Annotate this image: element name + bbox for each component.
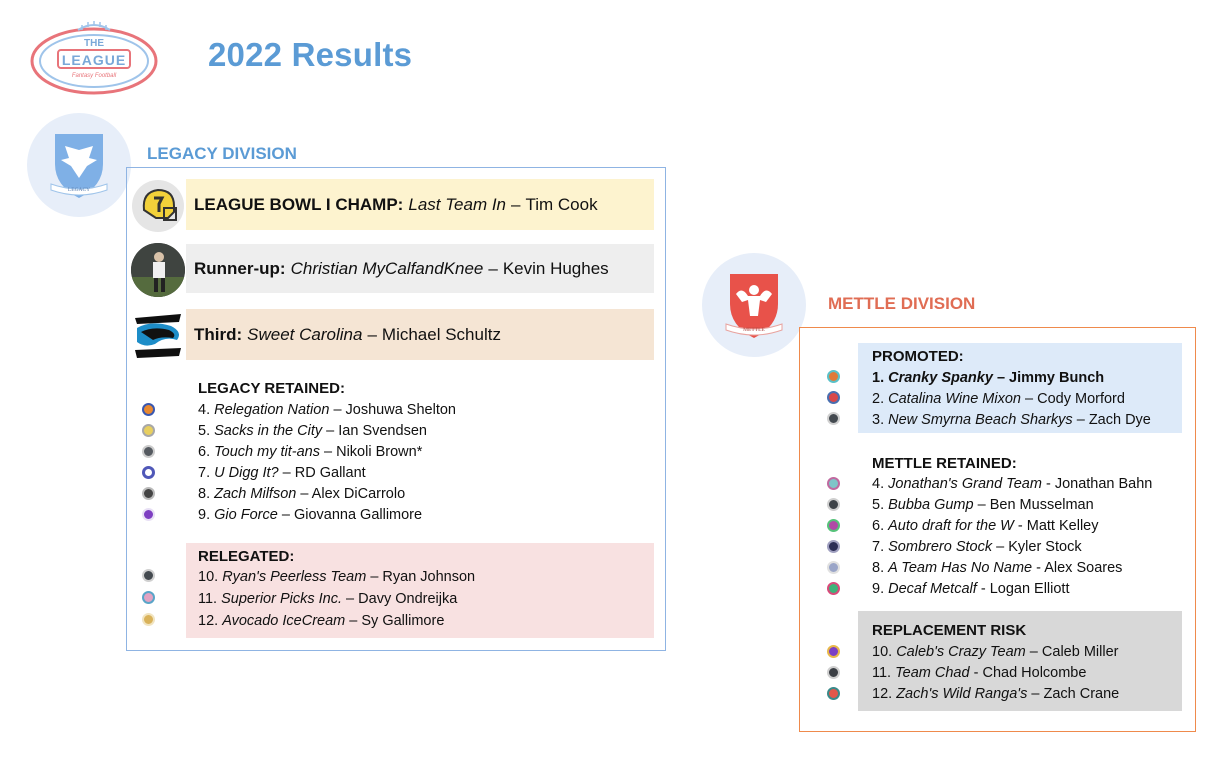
legacy-badge bbox=[27, 113, 131, 217]
runner-up-team: Christian MyCalfandKnee bbox=[290, 258, 484, 278]
owner-name: Kyler Stock bbox=[1008, 539, 1082, 555]
team-helmet-icon bbox=[827, 687, 840, 700]
team-helmet-icon bbox=[827, 370, 840, 383]
owner-name: Cody Morford bbox=[1037, 391, 1125, 407]
separator: - bbox=[1045, 476, 1051, 492]
logo-line1: THE bbox=[84, 38, 104, 49]
owner-name: Jimmy Bunch bbox=[1009, 370, 1105, 386]
champion-panel bbox=[186, 179, 654, 230]
separator: – bbox=[300, 486, 309, 502]
legacy-division-title: LEGACY DIVISION bbox=[147, 144, 297, 163]
owner-name: Chad Holcombe bbox=[982, 665, 1087, 681]
owner-name: Giovanna Gallimore bbox=[293, 507, 423, 523]
rank-number: 11. bbox=[872, 665, 892, 681]
team-helmet-icon bbox=[142, 403, 155, 416]
relegated-heading: RELEGATED: bbox=[198, 548, 295, 565]
team-name: Bubba Gump bbox=[888, 497, 974, 513]
list-item bbox=[198, 569, 475, 585]
list-item bbox=[872, 560, 1122, 576]
logo-line2: LEAGUE bbox=[61, 52, 127, 68]
separator: – bbox=[977, 497, 986, 513]
team-helmet-icon bbox=[142, 591, 155, 604]
list-item bbox=[872, 581, 1070, 597]
rank-number: 9. bbox=[198, 507, 211, 523]
list-item bbox=[872, 665, 1086, 681]
owner-name: Ben Musselman bbox=[989, 497, 1094, 513]
rank-number: 3. bbox=[872, 412, 885, 428]
team-helmet-icon bbox=[827, 561, 840, 574]
third-label: Third: bbox=[194, 324, 243, 344]
rank-number: 11. bbox=[198, 591, 218, 607]
separator: – bbox=[1031, 686, 1040, 702]
team-helmet-icon bbox=[827, 582, 840, 595]
team-name: Touch my tit-ans bbox=[214, 444, 320, 460]
list-item bbox=[872, 539, 1082, 555]
separator: – bbox=[370, 569, 379, 585]
team-name: Avocado IceCream bbox=[222, 613, 346, 629]
owner-name: Caleb Miller bbox=[1041, 644, 1119, 660]
separator: – bbox=[326, 423, 335, 439]
rank-number: 9. bbox=[872, 581, 885, 597]
owner-name: Nikoli Brown* bbox=[336, 444, 423, 460]
legacy-retained-heading: LEGACY RETAINED: bbox=[198, 380, 345, 397]
rank-number: 12. bbox=[872, 686, 893, 702]
owner-name: Joshuwa Shelton bbox=[345, 402, 456, 418]
list-item bbox=[872, 476, 1152, 492]
owner-name: Logan Elliott bbox=[989, 581, 1070, 597]
separator: – bbox=[282, 465, 291, 481]
separator: - bbox=[1036, 560, 1041, 576]
runner-up-panel bbox=[186, 244, 654, 293]
separator: – bbox=[996, 539, 1005, 555]
owner-name: RD Gallant bbox=[294, 465, 366, 481]
list-item bbox=[872, 644, 1118, 660]
runner-up-owner: Kevin Hughes bbox=[502, 258, 609, 278]
separator: – bbox=[1025, 391, 1034, 407]
panther-logo-icon bbox=[131, 310, 185, 360]
rank-number: 10. bbox=[872, 644, 893, 660]
third-team: Sweet Carolina bbox=[247, 324, 363, 344]
team-name: Cranky Spanky bbox=[888, 370, 993, 386]
list-item bbox=[198, 423, 427, 439]
team-name: New Smyrna Beach Sharkys bbox=[888, 412, 1073, 428]
owner-name: Zach Crane bbox=[1043, 686, 1120, 702]
list-item bbox=[198, 402, 456, 418]
champion-owner: Tim Cook bbox=[525, 194, 598, 214]
owner-name: Jonathan Bahn bbox=[1054, 476, 1153, 492]
team-helmet-icon bbox=[827, 477, 840, 490]
separator: - bbox=[980, 581, 986, 597]
rank-number: 4. bbox=[872, 476, 885, 492]
team-name: Superior Picks Inc. bbox=[221, 591, 343, 607]
team-name: Caleb's Crazy Team bbox=[896, 644, 1026, 660]
list-item bbox=[872, 518, 1099, 534]
owner-photo-icon bbox=[142, 487, 155, 500]
list-item bbox=[872, 412, 1151, 428]
list-item bbox=[198, 444, 422, 460]
owner-name: Alex DiCarrolo bbox=[311, 486, 406, 502]
owner-name: Matt Kelley bbox=[1026, 518, 1099, 534]
separator: – bbox=[349, 613, 358, 629]
owner-name: Zach Dye bbox=[1088, 412, 1151, 428]
third-place-panel bbox=[186, 309, 654, 360]
champion-separator: – bbox=[511, 194, 521, 214]
team-name: A Team Has No Name bbox=[888, 560, 1033, 576]
rank-number: 4. bbox=[198, 402, 211, 418]
team-helmet-icon bbox=[142, 445, 155, 458]
team-name: U Digg It? bbox=[214, 465, 279, 481]
runner-up-label: Runner-up: bbox=[194, 258, 286, 278]
rank-number: 7. bbox=[198, 465, 211, 481]
team-name: Zach Milfson bbox=[214, 486, 297, 502]
third-owner: Michael Schultz bbox=[381, 324, 501, 344]
list-item bbox=[198, 465, 366, 481]
rank-number: 1. bbox=[872, 370, 885, 386]
team-name: Zach's Wild Ranga's bbox=[896, 686, 1028, 702]
list-item bbox=[872, 686, 1119, 702]
rank-number: 6. bbox=[872, 518, 885, 534]
team-name: Sacks in the City bbox=[214, 423, 323, 439]
team-helmet-icon bbox=[827, 391, 840, 404]
separator: - bbox=[973, 665, 979, 681]
rank-number: 12. bbox=[198, 613, 219, 629]
rank-number: 7. bbox=[872, 539, 885, 555]
legacy-badge-label: LEGACY bbox=[67, 187, 91, 193]
mettle-badge bbox=[702, 253, 806, 357]
logo-tagline: Fantasy Football bbox=[71, 73, 117, 79]
owner-name: Sy Gallimore bbox=[361, 613, 445, 629]
league-logo bbox=[28, 18, 160, 104]
team-name: Jonathan's Grand Team bbox=[888, 476, 1042, 492]
team-name: Sombrero Stock bbox=[888, 539, 993, 555]
separator: – bbox=[281, 507, 290, 523]
rank-number: 8. bbox=[198, 486, 211, 502]
team-helmet-icon bbox=[142, 466, 155, 479]
list-item bbox=[198, 613, 444, 629]
team-name: Team Chad bbox=[895, 665, 970, 681]
list-item bbox=[872, 391, 1125, 407]
replacement-risk-heading: REPLACEMENT RISK bbox=[872, 622, 1027, 639]
team-helmet-icon bbox=[827, 412, 840, 425]
helmet-icon bbox=[132, 180, 184, 232]
champion-team: Last Team In bbox=[408, 194, 507, 214]
team-name: Gio Force bbox=[214, 507, 278, 523]
team-helmet-icon bbox=[827, 666, 840, 679]
team-helmet-icon bbox=[142, 424, 155, 437]
team-name: Ryan's Peerless Team bbox=[222, 569, 367, 585]
page-title: 2022 Results bbox=[208, 36, 413, 73]
list-item bbox=[872, 497, 1094, 513]
owner-name: Ian Svendsen bbox=[338, 423, 427, 439]
rank-number: 10. bbox=[198, 569, 219, 585]
team-name: Decaf Metcalf bbox=[888, 581, 977, 597]
team-helmet-icon bbox=[827, 519, 840, 532]
team-name: Catalina Wine Mixon bbox=[888, 391, 1021, 407]
player-photo-icon bbox=[131, 243, 185, 297]
mettle-badge-label: METTLE bbox=[743, 327, 765, 333]
owner-photo-icon bbox=[827, 540, 840, 553]
rank-number: 2. bbox=[872, 391, 885, 407]
rank-number: 6. bbox=[198, 444, 211, 460]
team-helmet-icon bbox=[827, 645, 840, 658]
ice-cream-icon bbox=[142, 613, 155, 626]
owner-name: Alex Soares bbox=[1044, 560, 1123, 576]
separator: – bbox=[1076, 412, 1085, 428]
rank-number: 8. bbox=[872, 560, 885, 576]
promoted-heading: PROMOTED: bbox=[872, 348, 964, 365]
list-item bbox=[872, 370, 1104, 386]
team-helmet-icon bbox=[142, 508, 155, 521]
list-item bbox=[198, 486, 405, 502]
separator: – bbox=[324, 444, 333, 460]
team-helmet-icon bbox=[827, 498, 840, 511]
list-item bbox=[198, 591, 457, 607]
team-helmet-icon bbox=[142, 569, 155, 582]
separator: – bbox=[1029, 644, 1038, 660]
champion-label: LEAGUE BOWL I CHAMP: bbox=[194, 194, 404, 214]
separator: – bbox=[996, 370, 1006, 386]
owner-name: Davy Ondreijka bbox=[358, 591, 458, 607]
list-item bbox=[198, 507, 422, 523]
separator: - bbox=[1017, 518, 1023, 534]
mettle-division-title: METTLE DIVISION bbox=[828, 294, 976, 313]
third-separator: – bbox=[367, 324, 377, 344]
team-name: Relegation Nation bbox=[214, 402, 330, 418]
separator: – bbox=[333, 402, 342, 418]
separator: – bbox=[346, 591, 355, 607]
rank-number: 5. bbox=[872, 497, 885, 513]
rank-number: 5. bbox=[198, 423, 211, 439]
owner-name: Ryan Johnson bbox=[382, 569, 476, 585]
mettle-retained-heading: METTLE RETAINED: bbox=[872, 455, 1017, 472]
runner-up-separator: – bbox=[488, 258, 498, 278]
team-name: Auto draft for the W bbox=[888, 518, 1014, 534]
